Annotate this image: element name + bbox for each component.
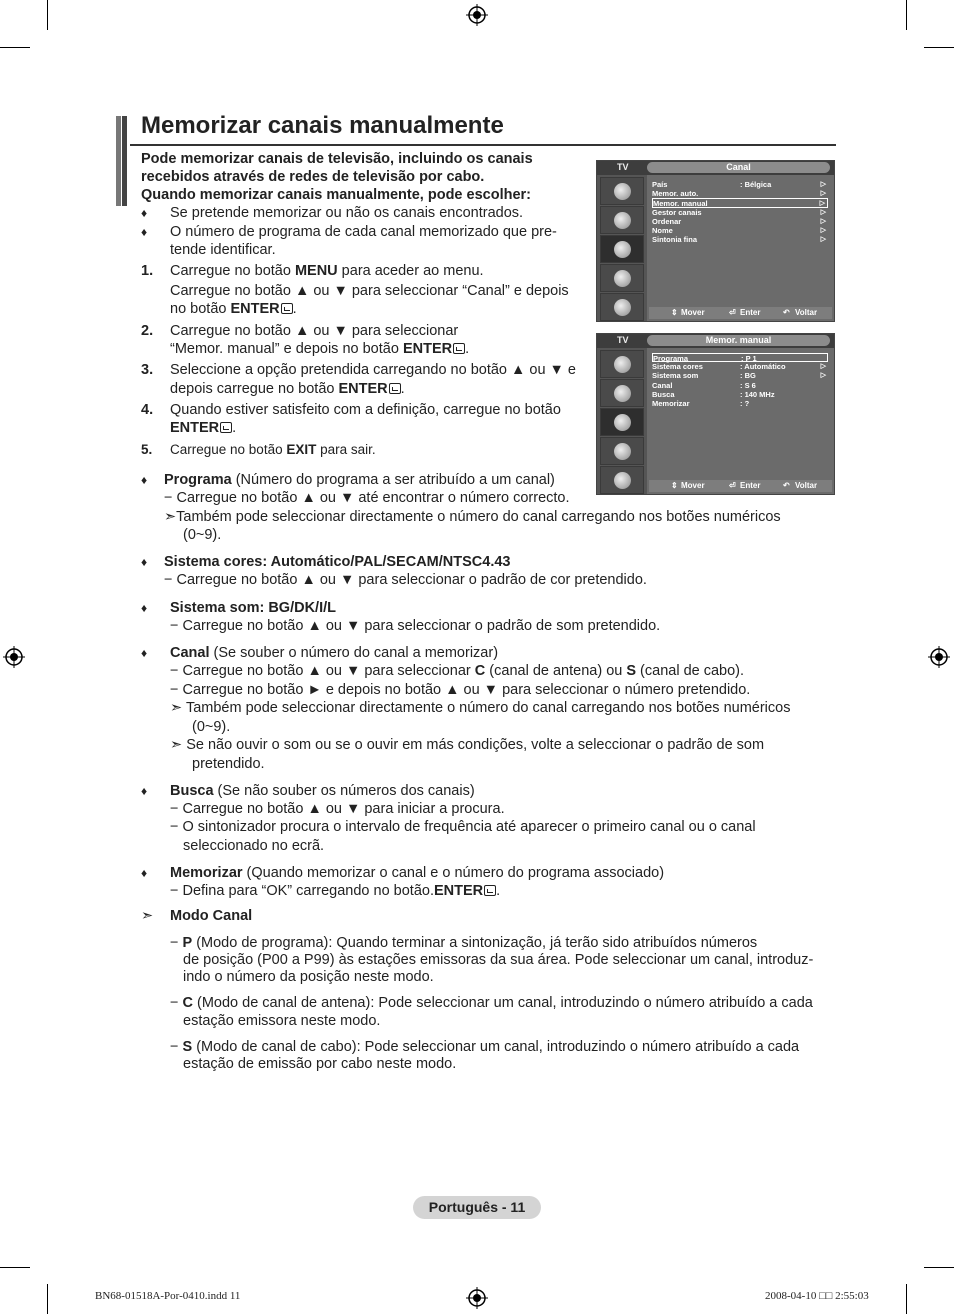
input-icon <box>600 293 644 321</box>
setup-icon <box>600 437 644 465</box>
intro-line: Pode memorizar canais de televisão, incluindo os canais <box>141 151 533 167</box>
return-icon: ↶ <box>783 481 790 490</box>
registration-mark-icon <box>3 646 25 668</box>
section-heading: Memorizar (Quando memorizar o canal e o número do programa associado) <box>170 865 665 881</box>
bullet-text: tende identificar. <box>170 242 276 258</box>
bullet-icon: ♦ <box>141 784 148 798</box>
move-icon: ⇕ <box>671 308 678 317</box>
osd-header: Canal <box>647 162 830 173</box>
enter-icon <box>484 885 496 896</box>
osd-menu-item[interactable]: Ordenar ▷ <box>652 216 826 226</box>
step-text: Carregue no botão EXIT para sair. <box>170 442 376 457</box>
section-heading: Canal (Se souber o número do canal a memorizar) <box>170 645 499 661</box>
sound-icon <box>600 206 644 234</box>
setup-icon <box>600 264 644 292</box>
section-line: − Defina para “OK” carregando no botão.ENTER . <box>170 883 501 899</box>
step-number: 4. <box>141 402 154 418</box>
step-number: 3. <box>141 362 154 378</box>
section-line: − Carregue no botão ▲ ou ▼ para seleccionar o padrão de cor pretendido. <box>164 572 647 588</box>
crop-mark <box>0 1267 30 1268</box>
section-line: − C (Modo de canal de antena): Pode seleccionar um canal, introduzindo o número atribuído a cada <box>170 995 813 1011</box>
note-icon: ➣ <box>170 737 183 753</box>
intro-line: recebidos através de redes de televisão por cabo. <box>141 169 485 185</box>
crop-mark <box>924 47 954 48</box>
section-line: pretendido. <box>192 756 265 772</box>
section-line: − P (Modo de programa): Quando terminar a sintonização, já terão sido atribuídos números <box>170 935 758 951</box>
step-text: Carregue no botão MENU para aceder ao menu. <box>170 263 484 279</box>
section-heading: Busca (Se não souber os números dos canais) <box>170 783 475 799</box>
section-line: − O sintonizador procura o intervalo de frequência até aparecer o primeiro canal ou o canal <box>170 819 756 835</box>
crop-mark <box>906 0 907 30</box>
tv-osd-canal-menu <box>596 160 835 322</box>
osd-menu-item[interactable]: Canal : S 6 <box>652 380 756 390</box>
note-line: ➣Também pode seleccionar directamente o número do canal carregando nos botões numéricos <box>164 509 781 525</box>
page-number: Português - 11 <box>413 1196 541 1219</box>
section-heading: Programa (Número do programa a ser atribuído a um canal) <box>164 472 555 488</box>
osd-sidebar <box>597 348 647 494</box>
step-text: ENTER . <box>170 420 237 436</box>
intro-text <box>141 150 571 204</box>
section-line: (0~9). <box>192 719 231 735</box>
input-icon <box>600 466 644 494</box>
intro-line: Quando memorizar canais manualmente, pode escolher: <box>141 187 531 203</box>
imprint-date: 2008-04-10 □□ 2:55:03 <box>765 1290 869 1302</box>
osd-menu-item[interactable]: Memorizar : ? <box>652 398 750 408</box>
enter-icon: ⏎ <box>729 308 736 317</box>
registration-mark-icon <box>928 646 950 668</box>
osd-menu-item[interactable]: Memor. auto. ▷ <box>652 189 826 199</box>
title-divider <box>130 144 836 146</box>
registration-mark-icon <box>466 1287 488 1309</box>
page-title: Memorizar canais manualmente <box>141 112 504 139</box>
crop-mark <box>47 0 48 30</box>
enter-icon <box>281 303 293 314</box>
step-text: no botão ENTER . <box>170 301 297 317</box>
osd-menu-item[interactable]: Sistema som : BG ▷ <box>652 371 826 381</box>
bullet-text: Se pretende memorizar ou não os canais encontrados. <box>170 205 524 221</box>
osd-menu-list <box>652 180 828 244</box>
section-line: indo o número da posição neste modo. <box>183 969 434 985</box>
osd-menu-item-selected[interactable]: Memor. manual ▷ <box>652 198 828 207</box>
osd-menu-item[interactable]: Gestor canais ▷ <box>652 207 826 217</box>
section-heading: Sistema som: BG/DK/I/L <box>170 600 336 616</box>
enter-icon: ⏎ <box>729 481 736 490</box>
osd-menu-item[interactable]: Sistema cores : Automático ▷ <box>652 362 826 372</box>
channel-icon <box>600 235 644 263</box>
osd-menu-item[interactable]: País : Bélgica ▷ <box>652 180 826 189</box>
note-line: ➣ Também pode seleccionar directamente o número do canal carregando nos botões numéricos <box>170 700 791 716</box>
crop-mark <box>0 47 30 48</box>
bullet-icon: ♦ <box>141 866 148 880</box>
step-text: Seleccione a opção pretendida carregando no botão ▲ ou ▼ e <box>170 362 576 378</box>
imprint-file: BN68-01518A-Por-0410.indd 11 <box>95 1290 241 1302</box>
step-number: 1. <box>141 263 154 279</box>
osd-tv-label: TV <box>617 335 629 345</box>
help-voltar: Voltar <box>795 481 818 490</box>
enter-icon <box>453 343 465 354</box>
section-line: estação de emissão por cabo neste modo. <box>183 1056 457 1072</box>
bullet-icon: ♦ <box>141 473 148 487</box>
step-text: Carregue no botão ▲ ou ▼ para seleccionar <box>170 323 459 339</box>
section-line: (0~9). <box>183 527 222 543</box>
channel-icon <box>600 408 644 436</box>
enter-icon <box>389 383 401 394</box>
osd-menu-list <box>652 353 828 408</box>
section-line: − Carregue no botão ▲ ou ▼ para seleccionar o padrão de som pretendido. <box>170 618 661 634</box>
osd-header: Memor. manual <box>647 335 830 346</box>
step-number: 2. <box>141 323 154 339</box>
bullet-icon: ♦ <box>141 225 148 239</box>
note-icon: ➣ <box>141 908 154 924</box>
picture-icon <box>600 177 644 205</box>
bullet-icon: ♦ <box>141 206 148 220</box>
sound-icon <box>600 379 644 407</box>
step-text: Carregue no botão ▲ ou ▼ para seleccionar “Canal” e depois <box>170 283 569 299</box>
osd-menu-item-selected[interactable]: Programa : P 1 <box>652 353 828 362</box>
section-line: estação emissora neste modo. <box>183 1013 381 1029</box>
step-text: Quando estiver satisfeito com a definição, carregue no botão <box>170 402 561 418</box>
osd-menu-item[interactable]: Busca : 140 MHz <box>652 389 775 399</box>
section-line: − Carregue no botão ▲ ou ▼ para iniciar a procura. <box>170 801 505 817</box>
title-decoration <box>116 116 130 206</box>
step-text: “Memor. manual” e depois no botão ENTER . <box>170 341 470 357</box>
section-heading: Sistema cores: Automático/PAL/SECAM/NTSC4.43 <box>164 554 511 570</box>
osd-help-bar <box>649 480 832 492</box>
section-line: seleccionado no ecrã. <box>183 838 325 854</box>
osd-sidebar <box>597 175 647 321</box>
bullet-icon: ♦ <box>141 601 148 615</box>
bullet-icon: ♦ <box>141 646 148 660</box>
crop-mark <box>924 1267 954 1268</box>
crop-mark <box>906 1284 907 1314</box>
move-icon: ⇕ <box>671 481 678 490</box>
registration-mark-icon <box>466 4 488 26</box>
osd-menu-item[interactable]: Sintonia fina ▷ <box>652 235 826 245</box>
bullet-icon: ♦ <box>141 555 148 569</box>
help-mover: Mover <box>681 481 705 490</box>
tv-osd-memor-manual <box>596 333 835 495</box>
note-icon: ➣ <box>170 700 183 716</box>
osd-tv-label: TV <box>617 162 629 172</box>
crop-mark <box>47 1284 48 1314</box>
return-icon: ↶ <box>783 308 790 317</box>
section-line: − Carregue no botão ► e depois no botão ▲ ou ▼ para seleccionar o número pretendido. <box>170 682 751 698</box>
step-number: 5. <box>141 442 153 457</box>
osd-help-bar <box>649 307 832 319</box>
help-enter: Enter <box>740 481 761 490</box>
section-line: − S (Modo de canal de cabo): Pode seleccionar um canal, introduzindo o número atribuído a cada <box>170 1039 800 1055</box>
help-mover: Mover <box>681 308 705 317</box>
section-heading: Modo Canal <box>170 908 253 924</box>
note-line: ➣ Se não ouvir o som ou se o ouvir em más condições, volte a seleccionar o padrão de som <box>170 737 765 753</box>
section-line: − Carregue no botão ▲ ou ▼ para seleccionar C (canal de antena) ou S (canal de cabo). <box>170 663 745 679</box>
picture-icon <box>600 350 644 378</box>
osd-menu-item[interactable]: Nome ▷ <box>652 225 826 235</box>
enter-icon <box>220 422 232 433</box>
section-line: de posição (P00 a P99) às estações emissoras da sua área. Pode seleccionar um canal, introduz- <box>183 952 814 968</box>
step-text: depois carregue no botão ENTER . <box>170 381 405 397</box>
section-line: − Carregue no botão ▲ ou ▼ até encontrar o número correcto. <box>164 490 570 506</box>
help-voltar: Voltar <box>795 308 818 317</box>
help-enter: Enter <box>740 308 761 317</box>
bullet-text: O número de programa de cada canal memorizado que pre- <box>170 224 557 240</box>
note-icon: ➣ <box>164 509 177 525</box>
